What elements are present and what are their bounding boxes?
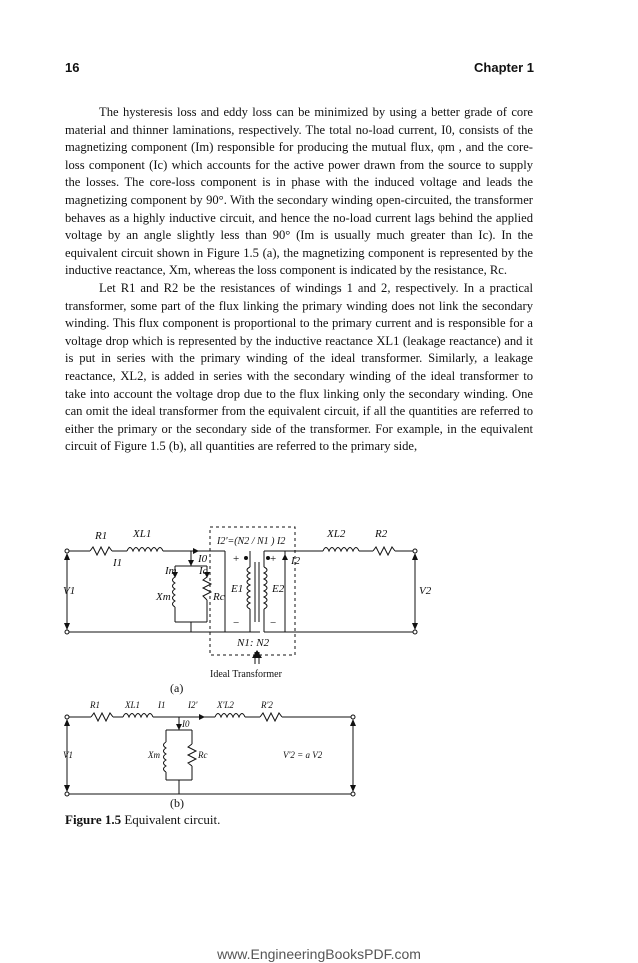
page-number: 16 bbox=[65, 60, 80, 75]
label-e2-a: E2 bbox=[272, 583, 285, 595]
svg-text:+: + bbox=[233, 553, 240, 565]
label-v1-b: V1 bbox=[63, 750, 73, 760]
label-r2-a: R2 bbox=[375, 528, 388, 540]
body-text bbox=[65, 104, 533, 456]
figure-caption-text: Equivalent circuit. bbox=[124, 812, 221, 827]
sublabel-a: (a) bbox=[170, 681, 184, 695]
label-i1-b: I1 bbox=[158, 700, 166, 710]
paragraph-1: The hysteresis loss and eddy loss can be minimized by using a better grade of core material and thinner laminations, respectively. The total no-load current, I0, consists of the magnetizing component (Im) responsible for producing the mutual flux, φm , and the core-loss component (Ic) which accounts for the active power drawn from the source to supply the losses. The core-loss component is in phase with the induced voltage and leads the magnetizing component by 90°. With the secondary winding open-circuited, the transformer behaves as a highly inductive circuit, and hence the no-load current lags behind the applied voltage by an angle slightly less than 90° (Im is usually much greater than Ic). In the equivalent circuit shown in Figure 1.5 (a), the magnetizing component is represented by the inductive reactance, Xm, whereas the loss component is indicated by the resistance, Rc. bbox=[65, 105, 533, 278]
footer-url: www.EngineeringBooksPDF.com bbox=[217, 946, 421, 962]
label-i1-a: I1 bbox=[113, 557, 123, 569]
label-xl2prime-b: X'L2 bbox=[217, 700, 234, 710]
label-i2-a: I2 bbox=[291, 555, 301, 567]
label-im-a: Im bbox=[165, 565, 177, 577]
label-r2prime-b: R'2 bbox=[261, 700, 273, 710]
ideal-transformer-label: Ideal Transformer bbox=[210, 669, 282, 680]
label-rc-a: Rc bbox=[213, 591, 225, 603]
label-i2prime-b: I2' bbox=[188, 700, 198, 710]
equivalent-circuit-figure bbox=[55, 522, 475, 812]
figure-caption bbox=[65, 812, 220, 828]
figure-caption-label: Figure 1.5 bbox=[65, 812, 122, 827]
svg-text:−: − bbox=[233, 617, 240, 629]
label-i0-a: I0 bbox=[198, 553, 208, 565]
svg-text:−: − bbox=[270, 617, 277, 629]
svg-text:+: + bbox=[270, 553, 277, 565]
chapter-heading: Chapter 1 bbox=[474, 60, 534, 75]
paragraph-2: Let R1 and R2 be the resistances of windings 1 and 2, respectively. In a practical transformer, some part of the flux linking the primary winding does not link the secondary winding. This flux component is proportional to the primary current and is responsible for a voltage drop which is represented by the inductive reactance XL1 (leakage reactance) and it is put in series with the primary winding of the ideal transformer. Similarly, a leakage reactance, XL2, is added in series with the secondary winding of the ideal transformer to take into account the voltage drop due to the flux linking only the secondary winding. One can omit the ideal transformer from the equivalent circuit, if all the quantities are referred to either the primary or the secondary side of the transformer. For example, in the equivalent circuit of Figure 1.5 (b), all quantities are referred to the primary side, bbox=[65, 280, 533, 454]
label-rc-b: Rc bbox=[198, 750, 208, 760]
label-xm-b: Xm bbox=[148, 750, 160, 760]
label-e1-a: E1 bbox=[231, 583, 244, 595]
label-xl2-a: XL2 bbox=[327, 528, 346, 540]
label-r1-a: R1 bbox=[95, 530, 108, 542]
label-v1-a: V1 bbox=[63, 585, 76, 597]
label-i0-b: I0 bbox=[182, 719, 190, 729]
label-i2prime-a: I2'=(N2 / N1 ) I2 bbox=[217, 536, 286, 547]
label-xl1-b: XL1 bbox=[125, 700, 141, 710]
label-v2prime-b: V'2 = a V2 bbox=[283, 750, 323, 760]
sublabel-b: (b) bbox=[170, 796, 184, 810]
label-xm-a: Xm bbox=[156, 591, 171, 603]
label-v2-a: V2 bbox=[419, 585, 432, 597]
label-r1-b: R1 bbox=[90, 700, 100, 710]
label-ic-a: Ic bbox=[199, 565, 208, 577]
label-xl1-a: XL1 bbox=[133, 528, 152, 540]
turns-ratio: N1: N2 bbox=[237, 637, 270, 649]
